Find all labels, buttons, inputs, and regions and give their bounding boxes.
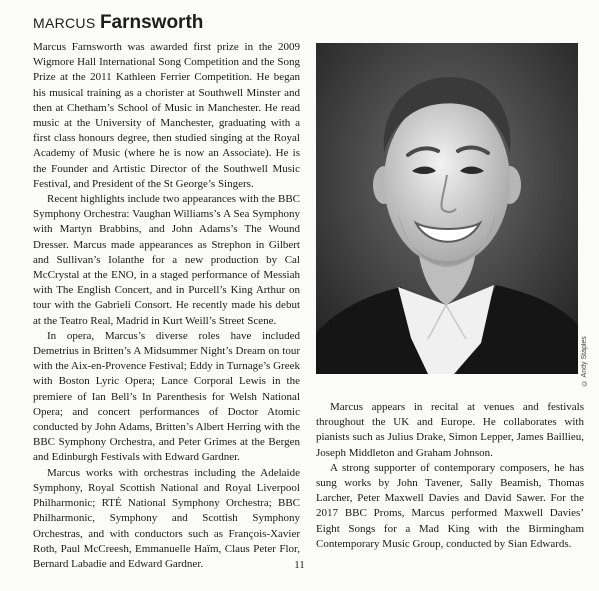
portrait-photo	[316, 43, 578, 374]
bio-paragraph-2: Recent highlights include two appearances with the BBC Symphony Orchestra: Vaughan Williams’s A Sea Symphony with Martyn Brabbins, and John Adams’s The Wound Dresser. Marcus made appearances as Strephon in Gilbert and Sullivan’s Iolanthe for a new production by Cal McCrystal at the ENO, in a staged performance of Messiah with The English Concert, and in Purcell’s King Arthur on tour with the Gabrieli Consort. He recently made his debut at the Teatro Real, Madrid in Kurt Weill’s Street Scene.	[33, 193, 300, 327]
biography-left-column	[33, 40, 300, 572]
page-title	[33, 12, 203, 34]
bio-paragraph-5: Marcus appears in recital at venues and festivals throughout the UK and Europe. He collaborates with pianists such as Julius Drake, Simon Lepper, James Baillieu, Joseph Middleton and Graham Johnson.	[316, 401, 584, 459]
last-name: Farnsworth	[99, 12, 204, 33]
bio-paragraph-3: In opera, Marcus’s diverse roles have included Demetrius in Britten’s A Midsummer Night’s Dream on tour with the Aix-en-Provence Festival; Eddy in Turnage’s Greek with Boston Lyric Opera; Lance Corporal Lewis in the premiere of Ian Bell’s In Parenthesis for Welsh National Opera; and concert performances of Doctor Atomic conducted by John Adams, Britten’s Albert Herring with the BBC Symphony Orchestra, and Peter Grimes at the Bergen and Edinburgh Festivals with Edward Gardner.	[33, 329, 300, 464]
first-name: MARCUS	[33, 15, 96, 31]
photo-credit: © Andy Staples	[581, 336, 588, 386]
page-number: 11	[294, 559, 305, 571]
bio-paragraph-4: Marcus works with orchestras including the Adelaide Symphony, Royal Scottish National and Royal Liverpool Philharmonic; RTÉ National Symphony Orchestra; BBC Philharmonic, Symphony and Scottish Symphony Orchestras, and with conductors such as François-Xavier Roth, Paul McCreesh, Emmanuelle Haïm, Claus Peter Flor, Bernard Labadie and Edward Gardner.	[33, 466, 300, 570]
portrait-illustration	[316, 43, 578, 374]
bio-paragraph-1: Marcus Farnsworth was awarded first prize in the 2009 Wigmore Hall International Song Competition and the Song Prize at the 2011 Kathleen Ferrier Competition. He began his musical training as a chorister at Southwell Minster and then at Chetham’s School of Music in Manchester. He read music at the University of Manchester, graduating with a first class honours degree, then studied singing at the Royal Academy of Music (where he is now an Associate). He is the Founder and Artistic Director of the Southwell Music Festival, and President of the St George’s Singers.	[33, 41, 300, 190]
biography-right-column	[316, 400, 584, 552]
bio-paragraph-6: A strong supporter of contemporary composers, he has sung works by John Tavener, Sally Beamish, Thomas Larcher, Peter Maxwell Davies and David Sawer. For the 2017 BBC Proms, Marcus performed Maxwell Davies’ Eight Songs for a Mad King with the Birmingham Contemporary Music Group, conducted by Sian Edwards.	[316, 461, 584, 550]
